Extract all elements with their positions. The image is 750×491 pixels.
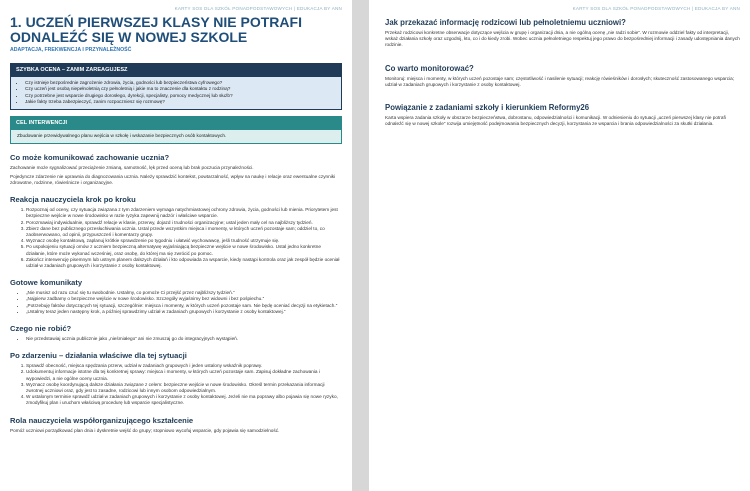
section-heading: Co może komunikować zachowanie ucznia?	[10, 153, 170, 163]
quick-assessment-box	[10, 63, 342, 110]
card-subtitle: ADAPTACJA, FREKWENCJA I PRZYNALEŻNOŚĆ	[10, 47, 132, 53]
list-item: • „Najpierw zadbamy o bezpieczne wejście w nowe środowisko. Szczegóły wyjaśnimy bez widowni i bez pośpiechu.”	[26, 296, 342, 302]
list-item: 2. Udokumentuj informacje istotne dla tej konkretnej sprawy: miejsca i momenty, w których uczeń pozostaje sam. Zapisuj dokładne zachowania i wypowiedzi, a nie ogólne oceny ucznia.	[26, 369, 342, 381]
quick-assessment-item: • Czy uczeń jest osobą niepełnoletnią czy pełnoletnią i jakie ma to znaczenie dla kontaktu z rodziną?	[25, 86, 335, 92]
quick-assessment-heading: SZYBKA OCENA – ZANIM ZAREAGUJESZ	[10, 63, 342, 77]
paragraph: Karta wspiera zadania szkoły w obszarze bezpieczeństwa, dobrostanu, odpowiedzialności i komunikacji. W odniesieniu do sytuacji „uczeń pierwszej klasy nie potrafi odnaleźć się w nowej szkole” rozwija umiejętność podejmowania bezpiecznych decyzji, korzystania ze wsparcia i brania odpowiedzialności za skutki działania.	[385, 115, 726, 127]
step-list	[10, 207, 342, 269]
document-page-1	[0, 0, 352, 491]
running-header: KARTY SOS DLA SZKÓŁ PONADPODSTAWOWYCH | EDUKACJA BY ANN	[174, 6, 342, 11]
section-heading: Po zdarzeniu – działania właściwe dla tej sytuacji	[10, 351, 187, 361]
quick-assessment-item: • Jakie fakty trzeba zabezpieczyć, zanim rozpoczniesz się rozmowę?	[25, 99, 335, 105]
section-heading: Reakcja nauczyciela krok po kroku	[10, 195, 136, 205]
running-header: KARTY SOS DLA SZKÓŁ PONADPODSTAWOWYCH | EDUKACJA BY ANN	[572, 6, 740, 11]
paragraph: Przekaż rodzicowi konkretne obserwacje dotyczące wejścia w grupę i organizacji dnia, a nie ogólną ocenę „nie radzi sobie”. W rozmowie oddziel fakty od interpretacji, wskaż działania szkoły oraz uzgodnij, kto, co i do kiedy zrobi. Wobec ucznia pełnoletniego respektuj jego prawo do bezpośredniej informacji i zasady udostępniania danych rodzinie.	[385, 30, 740, 48]
section-heading: Gotowe komunikaty	[10, 278, 83, 288]
list-item: 2. Porozmawiaj indywidualnie, sprawdź relacje w klasie, przerwy, dojazd i trudności organizacyjne; ustal jeden mały cel na najbliższy tydzień.	[26, 220, 342, 226]
card-title: 1. UCZEŃ PIERWSZEJ KLASY NIE POTRAFI ODNALEŹĆ SIĘ W NOWEJ SZKOLE	[10, 14, 302, 45]
list-item: 1. Rozpoznaj od oceny, czy sytuacja związana z tym zdarzeniem wymaga natychmiastowej ochrony zdrowia, życia, godności lub mienia. Priorytetem jest bezpieczne wejście w nowe środowisko w razie ryzyka zapewnij nadzór i właściwe wsparcie.	[26, 207, 342, 219]
list-item: • „Nie musisz od razu czuć się tu swobodnie. Ustalmy, co pomoże Ci przejść przez najbliższy tydzień.”	[26, 290, 342, 296]
paragraph: Zachowanie może sygnalizować przeciążenie zmianą, samotność, lęk przed oceną lub brak poczucia przynależności.	[10, 165, 254, 171]
message-list	[10, 290, 342, 315]
section-heading: Jak przekazać informację rodzicowi lub pełnoletniemu uczniowi?	[385, 18, 626, 27]
dont-list	[10, 336, 342, 342]
section-heading: Rola nauczyciela współorganizującego kształcenie	[10, 415, 194, 425]
paragraph: Pojedyncze zdarzenie nie uprawnia do diagnozowania ucznia. Należy sprawdzić kontekst, powtarzalność, wpływ na naukę i relacje oraz ewentualne czynniki zdrowotne, rodzinne, rówieśnicze i organizacyjne.	[10, 173, 336, 185]
paragraph: Monitoruj: miejsca i momenty, w których uczeń pozostaje sam; częstotliwość i nasilenie sytuacji; reakcję rówieśników i dorosłych; skuteczność zastosowanego wsparcia; udział w zadaniach grupowych i korzystanie z osoby kontaktowej.	[385, 75, 735, 87]
section-heading: Powiązanie z zadaniami szkoły i kierunkiem Reformy26	[385, 103, 590, 113]
quick-assessment-item: • Czy potrzebne jest wsparcie drugiego dorosłego, dyrekcji, specjalisty, pomocy medycznej lub służb?	[25, 93, 335, 99]
list-item: • „Ustalmy teraz jeden następny krok, a później sprawdzimy udział w zadaniach grupowych i korzystanie z osoby kontaktowej.”	[26, 309, 342, 315]
section-heading: Czego nie robić?	[10, 323, 72, 333]
paragraph: Pomóż uczniowi porządkować plan dnia i dyskretnie wejść do grupy; stopniowo wycofuj wsparcie, gdy pojawia się samodzielność.	[10, 427, 280, 433]
quick-assessment-item: • Czy istnieje bezpośrednie zagrożenie zdrowia, życia, godności lub bezpieczeństwa cyfrowego?	[25, 80, 335, 86]
section-heading: Co warto monitorować?	[385, 63, 474, 73]
intervention-goal-heading: CEL INTERWENCJI	[10, 116, 342, 130]
list-item: 4. Wyznacz osobę kontaktową, zaplanuj krótkie sprawdzenie po tygodniu i ułatwić wychowawcę, jeśli trudność utrzymuje się.	[26, 238, 342, 244]
list-item: 6. Zakończ interwencję pisemnym lub ustnym planem dalszych działań i kto odpowiada za wsparcie, kiedy nastąpi kontrola oraz jak zespół będzie oceniał udział w zadaniach grupowych i korzystanie z osoby kontaktowej.	[26, 257, 342, 269]
list-item: • „Potrzebuję faktów dotyczących tej sytuacji, szczególnie: miejsca i momenty, w których uczeń pozostaje sam. Nie będę oceniać decyzji na etykietach.”	[26, 303, 342, 309]
document-page-2	[369, 0, 750, 491]
list-item: • Nie przedstawiaj ucznia publicznie jako „nieśmiałego” ani nie zmuszaj go do integracyjnych wystąpień.	[26, 336, 342, 342]
list-item: 3. Zbierz dane bez publicznego przesłuchiwania ucznia. Ustal przede wszystkim miejsca i momenty, w których uczeń pozostaje sam; oddziel to, co zaobserwowano, od opinii, przypuszczeń i komentarzy grupy.	[26, 226, 342, 238]
after-event-list	[10, 363, 342, 406]
list-item: 4. W ustalonym terminie sprawdź udział w zadaniach grupowych i korzystanie z osoby kontaktowej. Jeżeli nie ma poprawy albo pojawia się nowe ryzyko, zmodyfikuj plan i uruchom właściwą procedurę lub wsparcie specjalistyczne.	[26, 394, 342, 406]
intervention-goal-box	[10, 116, 342, 144]
list-item: 1. Sprawdź obecność, miejsca spędzania przerw, udział w zadaniach grupowych i jeden ustalony wskaźnik poprawy.	[26, 363, 342, 369]
list-item: 5. Po uspokojeniu sytuacji omów z uczniem bezpieczną alternatywę wyjaśniającą bezpieczne wejście w nowe środowisko. Ustal jedno konkretne działanie, które może wykonać wcześniej, oraz osobę, do której ma się zwrócić po pomoc.	[26, 244, 342, 256]
intervention-goal-text: Zbudowanie przewidywalnego planu wejścia w szkołę i wskazanie bezpiecznych osób kontaktowych.	[10, 130, 342, 144]
list-item: 3. Wyznacz osobę koordynującą dalsze działania związane z celem: bezpieczne wejście w nowe środowisko. Określ termin przekazania informacji zwrotnej uczniowi oraz, gdy jest to zasadne, rodzicowi lub innym osobom odpowiedzialnym.	[26, 382, 342, 394]
